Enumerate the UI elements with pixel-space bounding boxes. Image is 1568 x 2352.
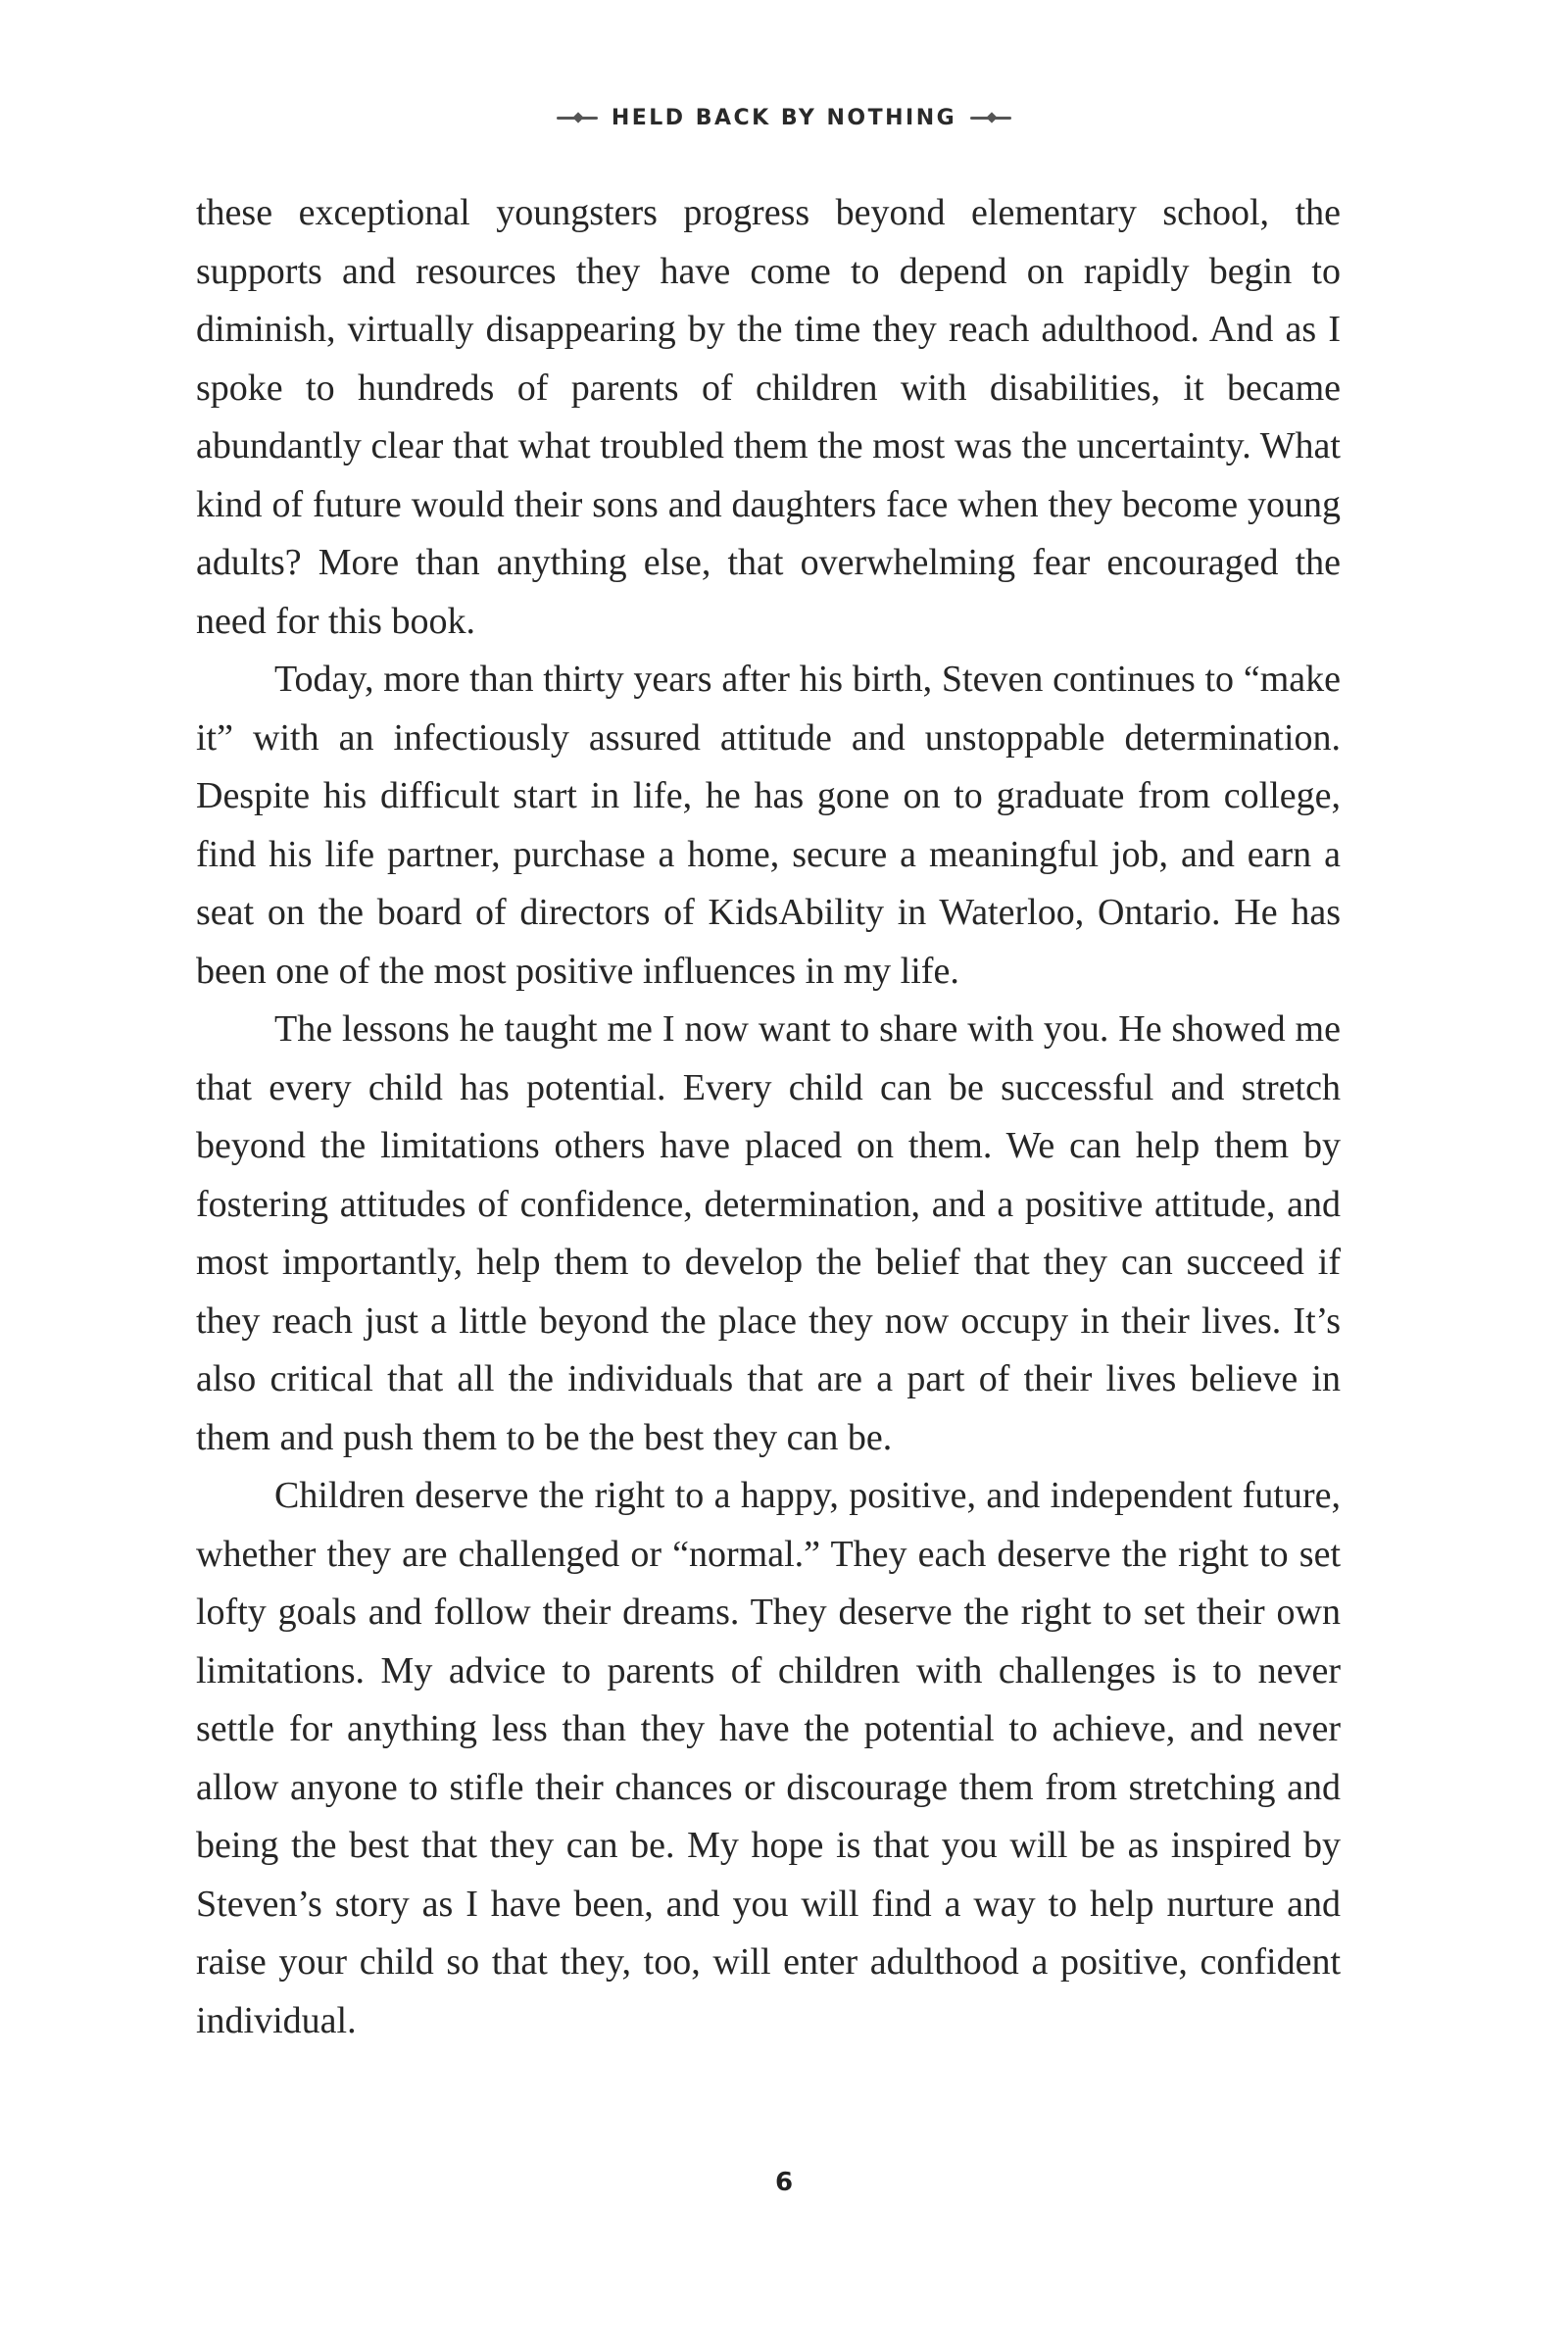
left-flourish-icon	[557, 117, 598, 120]
running-head	[0, 106, 1568, 130]
book-title: HELD BACK BY NOTHING	[611, 106, 957, 130]
right-flourish-icon	[970, 117, 1011, 120]
paragraph: these exceptional youngsters progress beyond elementary school, the supports and resources they have come to depend on rapidly begin to diminish, virtually disappearing by the time they reach adulthood. And as I spoke to hundreds of parents of children with disabilities, it became abundantly clear that what troubled them the most was the uncertainty. What kind of future would their sons and daughters face when they become young adults? More than anything else, that overwhelming fear encouraged the need for this book.	[196, 192, 1341, 642]
page-number: 6	[774, 2168, 794, 2197]
body-text	[196, 184, 1341, 2050]
paragraph: The lessons he taught me I now want to share with you. He showed me that every child has potential. Every child can be successful and stretch beyond the limitations others have placed on them. We can help them by fostering attitudes of confidence, determination, and a positive attitude, and most importantly, help them to develop the belief that they can succeed if they reach just a little beyond the place they now occupy in their lives. It’s also critical that all the individuals that are a part of their lives believe in them and push them to be the best they can be.	[196, 1008, 1341, 1458]
paragraph: Today, more than thirty years after his birth, Steven continues to “make it” with an infectiously assured attitude and unstoppable determination. Despite his difficult start in life, he has gone on to graduate from college, find his life partner, purchase a home, secure a meaningful job, and earn a seat on the board of directors of KidsAbility in Waterloo, Ontario. He has been one of the most positive influences in my life.	[196, 659, 1341, 992]
paragraph: Children deserve the right to a happy, positive, and independent future, whether they are challenged or “normal.” They each deserve the right to set lofty goals and follow their dreams. They deserve the right to set their own limitations. My advice to parents of children with challenges is to never settle for anything less than they have the potential to achieve, and never allow anyone to stifle their chances or discourage them from stretching and being the best that they can be. My hope is that you will be as inspired by Steven’s story as I have been, and you will find a way to help nurture and raise your child so that they, too, will enter adulthood a positive, confident individual.	[196, 1475, 1341, 2041]
